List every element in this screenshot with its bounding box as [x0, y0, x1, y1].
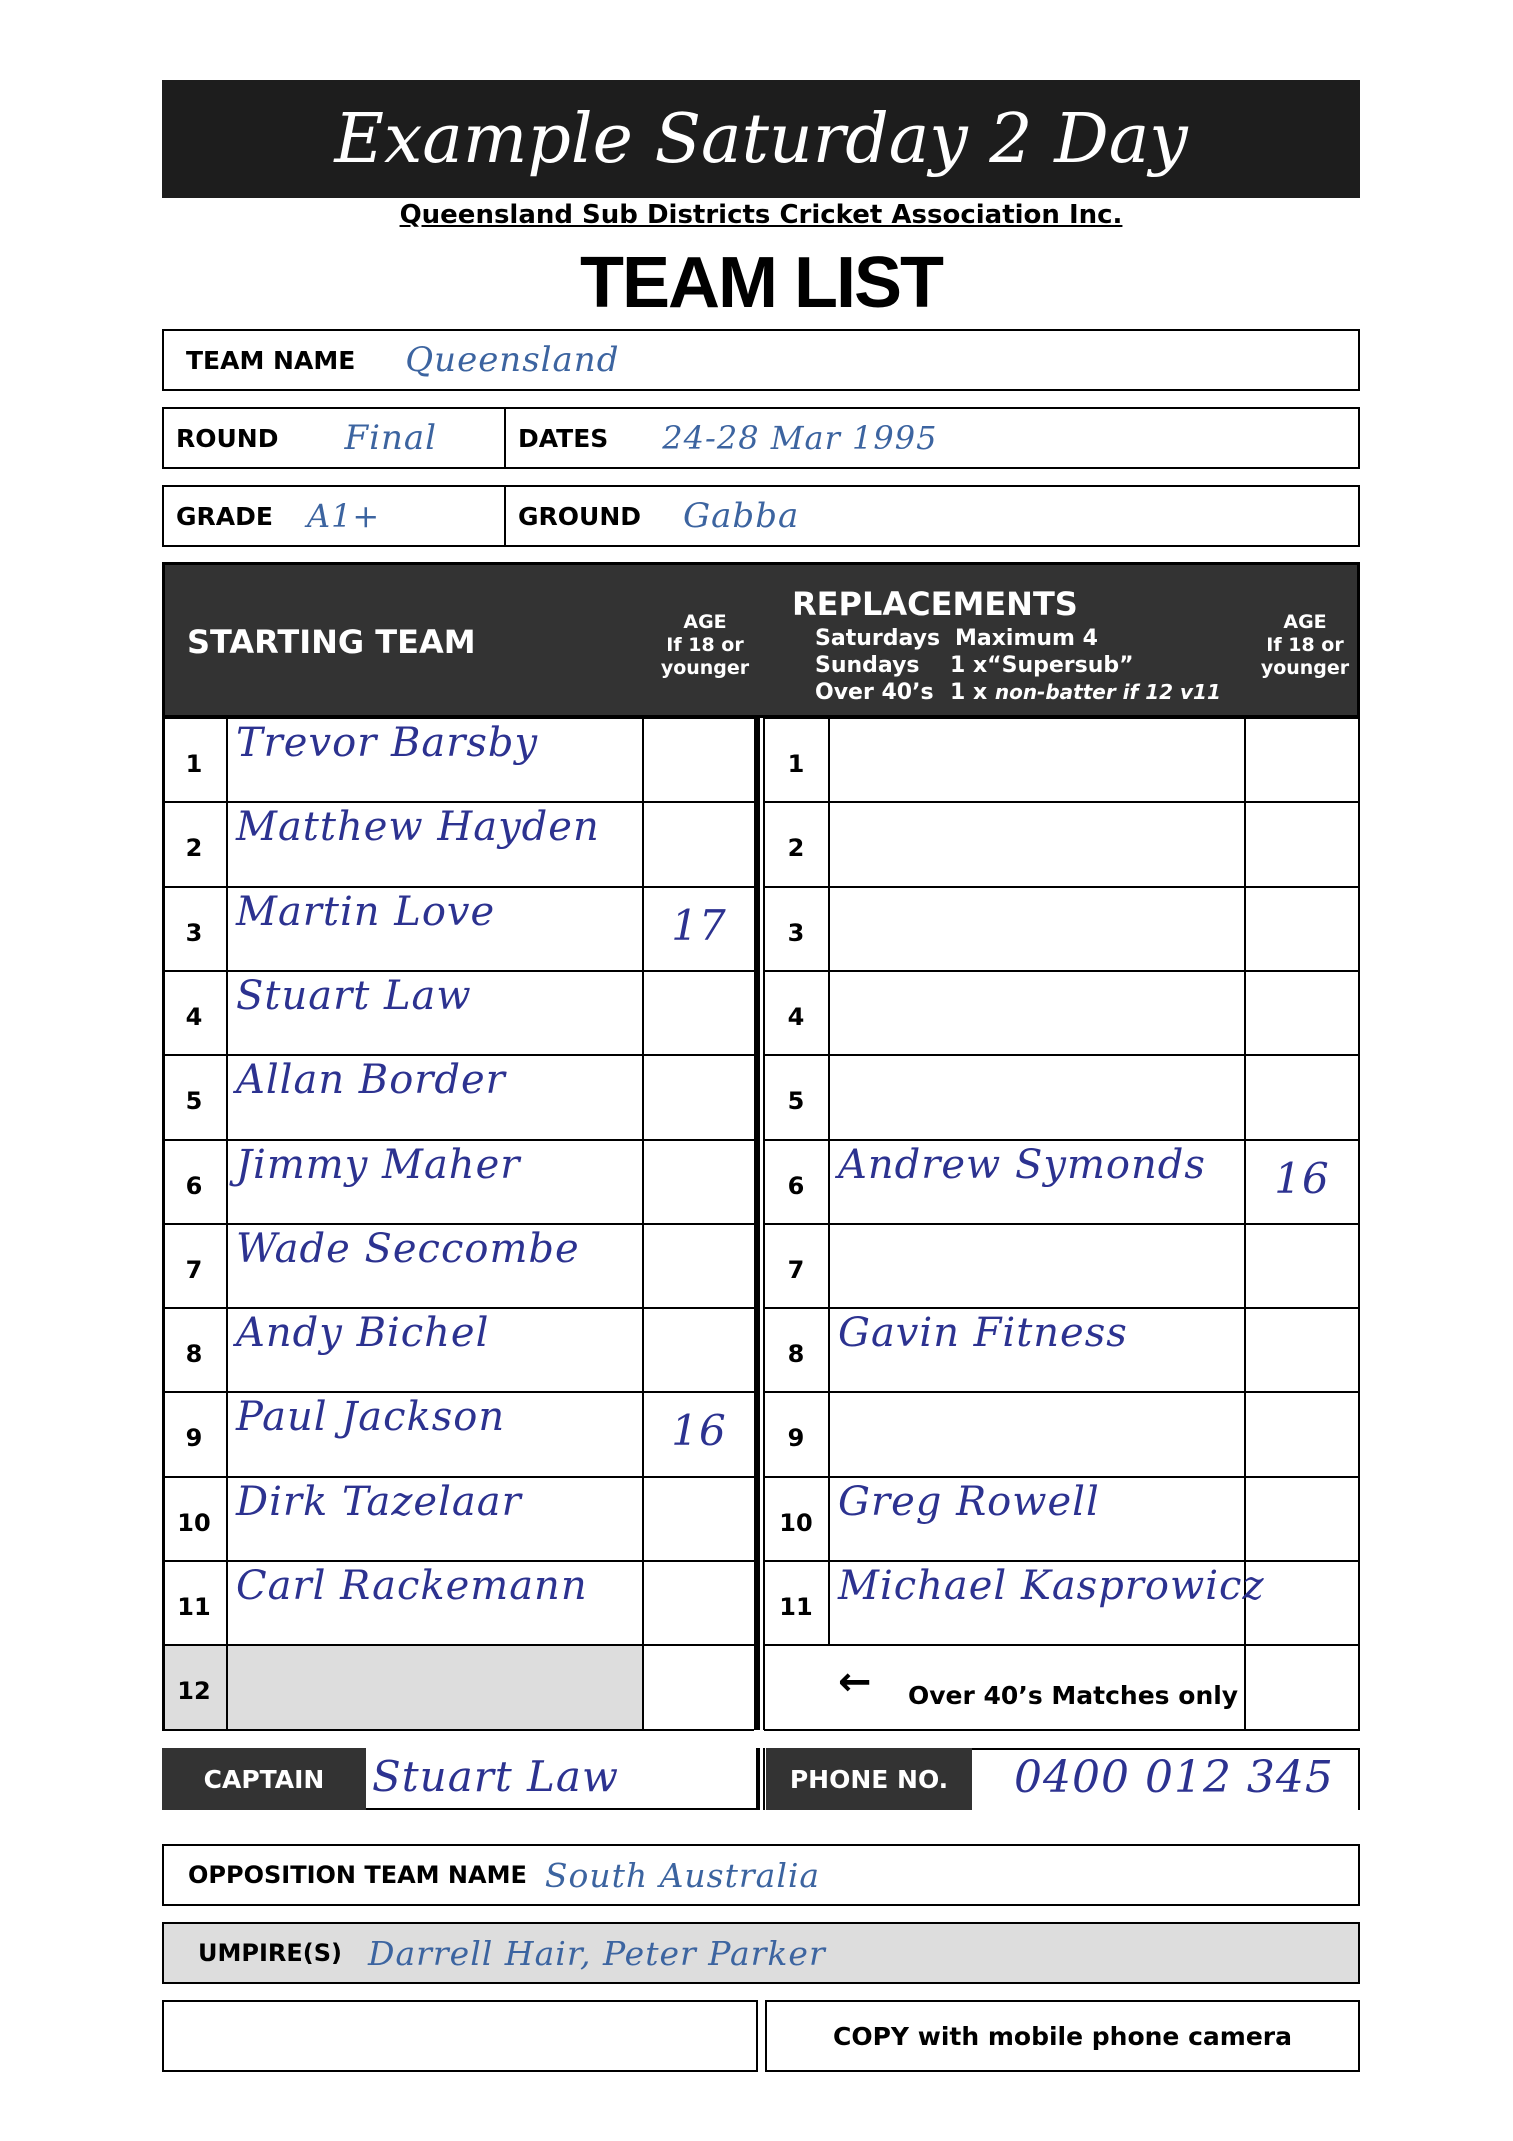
umpires-names[interactable]: Darrell Hair, Peter Parker	[368, 1933, 826, 1973]
age-header-line: If 18 or	[1266, 634, 1344, 656]
phone-label: PHONE NO.	[766, 1748, 972, 1810]
row-line	[764, 1054, 1360, 1056]
rule-day: Sundays	[815, 653, 920, 678]
ground-value[interactable]: Gabba	[683, 496, 800, 536]
ground-cell	[506, 487, 1356, 545]
col-line	[1358, 718, 1360, 1730]
row-line	[764, 801, 1360, 803]
rule-text: 1 x“Supersub”	[950, 653, 1134, 678]
row-number: 2	[185, 834, 203, 863]
row-line	[162, 1054, 754, 1056]
divider	[763, 1748, 765, 1810]
rule-day: Over 40’s	[815, 680, 934, 705]
round-cell	[164, 409, 504, 467]
replacement-rules	[815, 625, 1221, 706]
table-body	[162, 718, 1360, 1730]
row-line	[764, 1307, 1360, 1309]
team-table	[162, 562, 1360, 1730]
row-number: 6	[185, 1171, 203, 1200]
player-name[interactable]: Matthew Hayden	[236, 804, 600, 851]
row-line	[764, 1223, 1360, 1225]
round-label: ROUND	[176, 423, 279, 453]
row-line	[162, 717, 754, 719]
signature-box[interactable]	[162, 2000, 758, 2072]
association-name: Queensland Sub Districts Cricket Association Inc.	[399, 200, 1123, 230]
player-name[interactable]: Stuart Law	[236, 972, 472, 1019]
row-number: 7	[787, 1255, 805, 1284]
phone-edge	[1358, 1748, 1360, 1810]
row-line	[162, 1560, 754, 1562]
row-number: 11	[779, 1593, 813, 1621]
replacements-header: REPLACEMENTS	[792, 585, 1078, 623]
grade-cell	[164, 487, 504, 545]
age-header-left	[645, 611, 765, 680]
row-number: 3	[185, 918, 203, 947]
rule-day: Saturdays	[815, 626, 941, 651]
row-line	[162, 1391, 754, 1393]
row-number: 1	[787, 750, 805, 778]
captain-name-underline	[366, 1808, 760, 1810]
phone-number[interactable]: 0400 012 345	[1014, 1752, 1334, 1803]
replacement-name[interactable]: Andrew Symonds	[838, 1141, 1206, 1188]
player-name[interactable]: Paul Jackson	[236, 1394, 506, 1441]
divider	[756, 1748, 760, 1810]
player-name[interactable]: Martin Love	[236, 888, 496, 935]
center-divider	[754, 718, 760, 1730]
row-line	[162, 1476, 754, 1478]
player-age[interactable]: 17	[671, 900, 727, 950]
row-line	[764, 1729, 1360, 1731]
age-header-line: younger	[660, 657, 750, 679]
age-header-line: If 18 or	[666, 634, 744, 656]
row-number: 2	[787, 834, 805, 863]
starting-team-header: STARTING TEAM	[187, 623, 476, 661]
captain-row	[162, 1748, 1360, 1810]
row-number: 4	[185, 1002, 203, 1031]
rule-note: non-batter if 12 v11	[994, 680, 1221, 704]
row-line	[764, 1391, 1360, 1393]
row-number: 12	[177, 1677, 211, 1706]
row-line	[764, 1644, 1360, 1646]
row-number: 9	[185, 1424, 203, 1453]
replacement-name[interactable]: Gavin Fitness	[838, 1310, 1128, 1357]
row-line	[162, 970, 754, 972]
col-line	[642, 718, 644, 1730]
row-number: 8	[787, 1340, 805, 1369]
row-12-shade	[162, 1645, 642, 1729]
row-line	[162, 1644, 754, 1646]
player-name[interactable]: Dirk Tazelaar	[236, 1478, 522, 1525]
row-number: 7	[185, 1255, 203, 1284]
row-line	[162, 801, 754, 803]
team-name-label: TEAM NAME	[186, 345, 356, 375]
grade-ground-row	[162, 485, 1360, 547]
ground-label: GROUND	[518, 501, 641, 531]
row-line	[764, 1476, 1360, 1478]
row-line	[162, 1223, 754, 1225]
player-age[interactable]: 16	[671, 1406, 727, 1456]
age-header-line: younger	[1260, 657, 1350, 679]
rule-text: 1 x	[950, 680, 988, 705]
round-dates-row	[162, 407, 1360, 469]
rule-text: Maximum 4	[955, 626, 1098, 651]
player-name[interactable]: Carl Rackemann	[236, 1563, 588, 1609]
umpires-row	[162, 1922, 1360, 1984]
dates-value[interactable]: 24-28 Mar 1995	[662, 419, 938, 457]
row-line	[764, 886, 1360, 888]
table-header	[162, 562, 1360, 718]
age-header-right	[1250, 611, 1360, 680]
captain-label: CAPTAIN	[162, 1748, 366, 1810]
rule-line	[815, 625, 1221, 652]
rule-line	[815, 679, 1221, 706]
player-name[interactable]: Andy Bichel	[236, 1310, 490, 1357]
row-number: 11	[177, 1593, 211, 1621]
opposition-label: OPPOSITION TEAM NAME	[188, 1861, 527, 1889]
banner-title: Example Saturday 2 Day	[162, 80, 1360, 198]
round-value[interactable]: Final	[344, 418, 437, 458]
player-name[interactable]: Wade Seccombe	[236, 1225, 580, 1272]
col-line	[226, 718, 228, 1730]
grade-value[interactable]: A1+	[306, 497, 381, 535]
row-number: 4	[787, 1002, 805, 1031]
col-line	[162, 718, 165, 1730]
arrow-left-icon: ←	[838, 1659, 872, 1706]
row-line	[764, 970, 1360, 972]
umpires-label: UMPIRE(S)	[198, 1939, 342, 1967]
age-header-line: AGE	[683, 611, 727, 633]
age-header-line: AGE	[1283, 611, 1327, 633]
row-number: 10	[779, 1508, 813, 1537]
row-number: 5	[185, 1087, 203, 1116]
dates-label: DATES	[518, 423, 609, 453]
phone-underline	[972, 1748, 1360, 1750]
team-name-row	[162, 329, 1360, 391]
row-number: 3	[787, 918, 805, 947]
row-number: 9	[787, 1424, 805, 1453]
team-name-value[interactable]: Queensland	[405, 340, 620, 380]
opposition-row	[162, 1844, 1360, 1906]
over40-note: Over 40’s Matches only	[908, 1681, 1239, 1711]
player-name[interactable]: Trevor Barsby	[236, 720, 539, 766]
replacement-name[interactable]: Greg Rowell	[838, 1478, 1100, 1525]
player-name[interactable]: Allan Border	[236, 1057, 506, 1104]
center-divider	[763, 718, 765, 1730]
row-number: 1	[185, 750, 203, 778]
col-line	[828, 718, 830, 1645]
row-number: 10	[177, 1508, 211, 1537]
page-title: TEAM LIST	[580, 243, 942, 323]
captain-name[interactable]: Stuart Law	[372, 1752, 619, 1801]
player-name[interactable]: Jimmy Maher	[236, 1141, 521, 1188]
row-line	[162, 1307, 754, 1309]
row-line	[162, 1729, 754, 1731]
row-number: 8	[185, 1340, 203, 1369]
copy-note: COPY with mobile phone camera	[833, 2021, 1292, 2051]
rule-line	[815, 652, 1221, 679]
row-line	[764, 1560, 1360, 1562]
replacement-age[interactable]: 16	[1274, 1153, 1330, 1203]
row-number: 5	[787, 1087, 805, 1116]
row-line	[764, 717, 1360, 719]
replacement-name[interactable]: Michael Kasprowicz	[838, 1563, 1265, 1609]
dates-cell	[506, 409, 1356, 467]
copy-note-box	[765, 2000, 1360, 2072]
grade-label: GRADE	[176, 501, 273, 531]
opposition-name[interactable]: South Australia	[544, 1855, 821, 1895]
row-number: 6	[787, 1171, 805, 1200]
